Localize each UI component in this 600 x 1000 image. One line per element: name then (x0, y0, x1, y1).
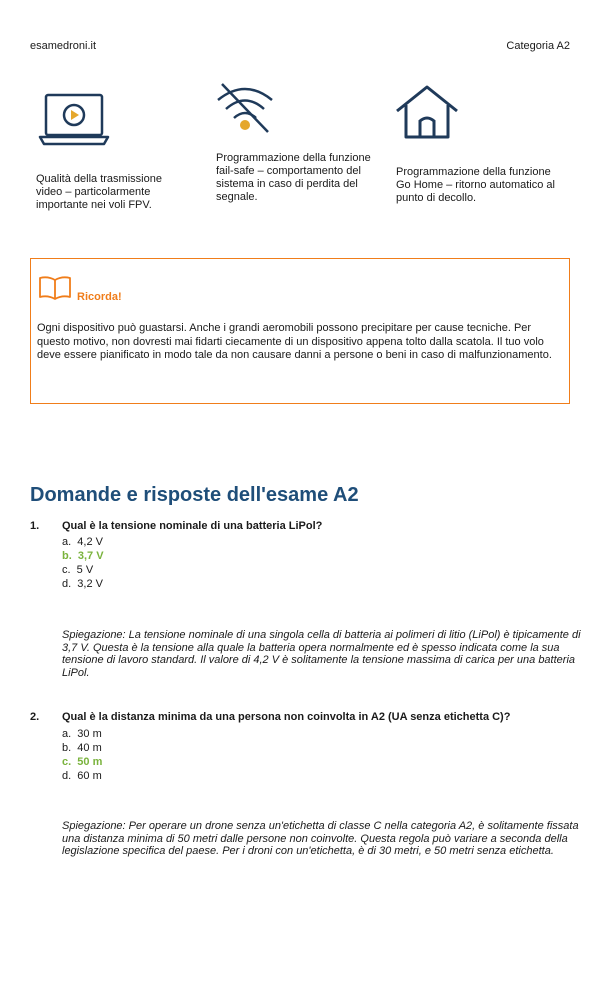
question-text: Qual è la tensione nominale di una batteria LiPol? (62, 520, 323, 532)
option-b-correct: b. 3,7 V (62, 550, 104, 562)
question-1 (30, 520, 322, 532)
question-text: Qual è la distanza minima da una persona non coinvolta in A2 (UA senza etichetta C)? (62, 711, 511, 723)
question-1-explanation: Spiegazione: La tensione nominale di una singola cella di batteria ai polimeri di litio (LiPol) è tipicamente di 3,7 V. Questa è la tensione alla quale la batteria opera normalmente ed è spesso indicata come la sua tensione di lavoro standard. Il valore di 4,2 V è solitamente la tensione massima di carica per una batteria LiPol. (62, 629, 581, 679)
option-b: b. 40 m (62, 742, 102, 754)
open-book-icon (38, 275, 72, 301)
callout-body: Ogni dispositivo può guastarsi. Anche i grandi aeromobili possono precipitare per cause tecniche. Per questo motivo, non dovresti mai fidarti ciecamente di un dispositivo appena tolto dalla scatola. Il tuo volo deve essere pianificato in modo tale da non causare danni a persone o beni in caso di malfunzionamento. (37, 322, 552, 361)
site-name: esamedroni.it (30, 40, 97, 52)
section-title: Domande e risposte dell'esame A2 (30, 484, 359, 506)
option-d: d. 3,2 V (62, 578, 103, 590)
wifi-off-icon (212, 80, 278, 134)
feature-failsafe-text: Programmazione della funzione fail-safe – comportamento del sistema in caso di perdita del segnale. (216, 152, 371, 203)
option-a: a. 30 m (62, 728, 102, 740)
feature-gohome-text: Programmazione della funzione Go Home – ritorno automatico al punto di decollo. (396, 166, 555, 204)
option-c: c. 5 V (62, 564, 94, 576)
video-screen-icon (38, 92, 110, 148)
callout-title: Ricorda! (77, 291, 122, 303)
reminder-callout (30, 258, 570, 404)
question-2-options (62, 727, 102, 783)
option-c-correct: c. 50 m (62, 756, 103, 768)
question-2 (30, 711, 510, 723)
question-1-options (62, 535, 104, 591)
question-2-explanation: Spiegazione: Per operare un drone senza un'etichetta di classe C nella categoria A2, è solitamente fissata una distanza minima di 50 metri dalle persone non coinvolte. Questa regola può variare a seconda della legislazione specifica del paese. Per i droni con un'etichetta, è di 30 metri, e 50 metri senza etichetta. (62, 820, 579, 857)
home-icon (394, 83, 460, 141)
question-number: 2. (30, 711, 40, 723)
question-number: 1. (30, 520, 40, 532)
feature-video-text: Qualità della trasmissione video – particolarmente importante nei voli FPV. (36, 173, 162, 211)
category-label: Categoria A2 (506, 40, 570, 52)
option-d: d. 60 m (62, 770, 102, 782)
option-a: a. 4,2 V (62, 536, 103, 548)
